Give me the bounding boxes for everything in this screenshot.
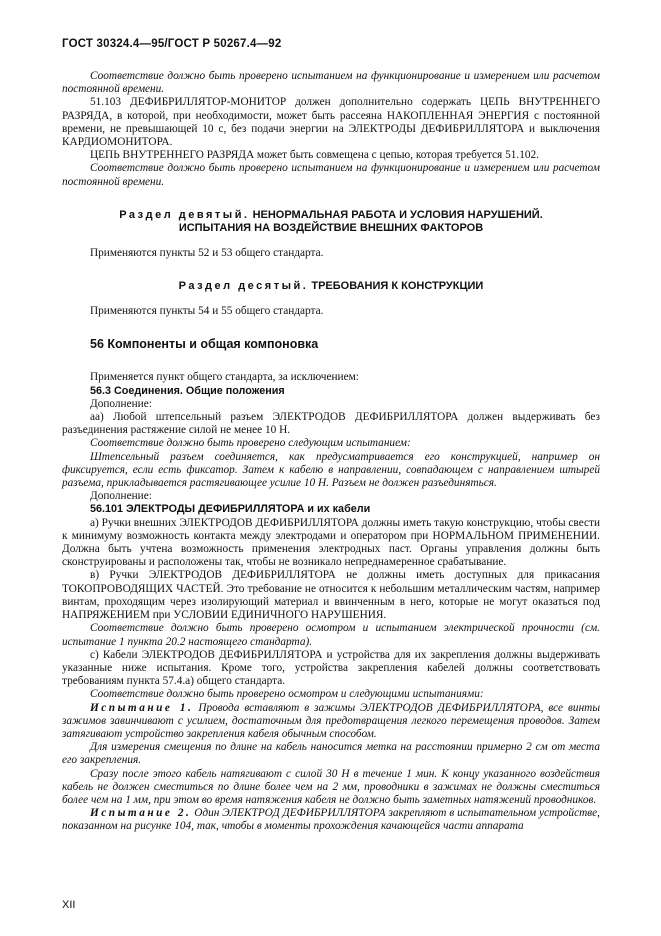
paragraph: Соответствие должно быть проверено испытанием на функционирование и измерением или расчетом постоянной времени. (62, 162, 600, 188)
paragraph: 51.103 ДЕФИБРИЛЛЯТОР-МОНИТОР должен дополнительно содержать ЦЕПЬ ВНУТРЕННЕГО РАЗРЯДА, в которой, при необходимости, может быть рассеяна НАКОПЛЕННАЯ ЭНЕРГИЯ с постоянной времени, не превышающей 10 с, без подачи энергии на ЭЛЕКТРОДЫ ДЕФИБРИЛЛЯТОРА и выключения КАРДИОМОНИТОРА. (62, 96, 600, 149)
section-prefix: Раздел десятый. (178, 280, 309, 293)
section-title: ТРЕБОВАНИЯ К КОНСТРУКЦИИ (308, 280, 484, 293)
subclause-heading: 56.101 ЭЛЕКТРОДЫ ДЕФИБРИЛЛЯТОРА и их кабели (90, 503, 371, 516)
paragraph-text: Один ЭЛЕКТРОД ДЕФИБРИЛЛЯТОРА закрепляют в испытательном устройстве, показанном на рисунке 104, так, чтобы в моменты прохождения качающейся части аппарата (62, 807, 600, 833)
paragraph: Дополнение: (90, 397, 152, 410)
paragraph: Для измерения смещения по длине на кабель наносится метка на расстоянии примерно 2 см от места его закрепления. (62, 741, 600, 767)
paragraph: Штепсельный разъем соединяется, как предусматривается его конструкцией, например он фиксируется, если есть фиксатор. Затем к кабелю в направлении, совпадающем с направлением штырей разъема, прикладывается растягивающее усилие 10 Н. Разъем не должен разъединяться. (62, 450, 600, 490)
section-prefix: Раздел девятый. (119, 208, 250, 221)
paragraph (62, 702, 600, 742)
paragraph: ЦЕПЬ ВНУТРЕННЕГО РАЗРЯДА может быть совмещена с цепью, которая требуется 51.102. (90, 149, 539, 162)
paragraph: Применяется пункт общего стандарта, за исключением: (90, 371, 359, 384)
paragraph: а) Ручки внешних ЭЛЕКТРОДОВ ДЕФИБРИЛЛЯТОРА должны иметь такую конструкцию, чтобы свести к минимуму возможность контакта между электродами и оператором при НОРМАЛЬНОМ ПРИМЕНЕНИИ. Должна быть учтена возможность применения электродных паст. Органы управления должны быть сконструированы и расположены так, чтобы не возникало непреднамеренное срабатывание. (62, 516, 600, 569)
section-title-line2: ИСПЫТАНИЯ НА ВОЗДЕЙСТВИЕ ВНЕШНИХ ФАКТОРОВ (178, 221, 484, 234)
test-label: Испытание 2. (90, 807, 192, 820)
clause-heading: 56 Компоненты и общая компоновка (90, 337, 319, 352)
paragraph: Сразу после этого кабель натягивают с силой 30 Н в течение 1 мин. К концу указанного воздействия кабель не должен сместиться по длине более чем на 2 мм, проводники в зажимах не должны сместиться более чем на 1 мм, при этом во время натяжения кабеля не должно быть заметных натяжений проводников. (62, 767, 600, 806)
paragraph: Соответствие должно быть проверено осмотром и испытанием электрической прочности (см. испытание 1 пункта 20.2 настоящего стандарта). (62, 622, 600, 648)
paragraph: аа) Любой штепсельный разъем ЭЛЕКТРОДОВ ДЕФИБРИЛЛЯТОРА должен выдерживать без разъединения растяжение силой не менее 10 Н. (62, 411, 600, 437)
paragraph: Дополнение: (90, 490, 152, 503)
paragraph: Соответствие должно быть проверено следующим испытанием: (90, 437, 411, 450)
paragraph (62, 807, 600, 833)
paragraph: Применяются пункты 54 и 55 общего стандарта. (90, 305, 324, 318)
paragraph: в) Ручки ЭЛЕКТРОДОВ ДЕФИБРИЛЛЯТОРА не должны иметь доступных для прикасания ТОКОПРОВОДЯЩИХ ЧАСТЕЙ. Это требование не относится к небольшим металлическим частям, например винтам, проходящим через изолирующий материал и ввинченным в него, которые не могут оказаться под НАПРЯЖЕНИЕМ при УСЛОВИИ ЕДИНИЧНОГО НАРУШЕНИЯ. (62, 569, 600, 622)
paragraph-text: Провода вставляют в зажимы ЭЛЕКТРОДОВ ДЕФИБРИЛЛЯТОРА, все винты зажимов завинчивают с усилием, достаточным для предотвращения легкого перемещения проводов. Затем затягивают устройство закрепления кабеля обычным способом. (62, 701, 600, 740)
section-title: НЕНОРМАЛЬНАЯ РАБОТА И УСЛОВИЯ НАРУШЕНИЙ. (249, 208, 543, 221)
page-body (62, 70, 600, 834)
section-heading (62, 280, 600, 293)
paragraph: Соответствие должно быть проверено испытанием на функционирование и измерением или расчетом постоянной времени. (62, 70, 600, 96)
page-number: XII (62, 899, 76, 911)
test-label: Испытание 1. (90, 701, 194, 714)
page-header: ГОСТ 30324.4—95/ГОСТ Р 50267.4—92 (62, 38, 282, 50)
paragraph: с) Кабели ЭЛЕКТРОДОВ ДЕФИБРИЛЛЯТОРА и устройства для их закрепления должны выдерживать указанные ниже испытания. Кроме того, устройства закрепления кабелей должны соответствовать требованиям пункта 57.4.а) общего стандарта. (62, 648, 600, 688)
section-heading (62, 209, 600, 235)
subclause-heading: 56.3 Соединения. Общие положения (90, 384, 285, 397)
paragraph: Соответствие должно быть проверено осмотром и следующими испытаниями: (90, 688, 484, 701)
paragraph: Применяются пункты 52 и 53 общего стандарта. (90, 246, 324, 259)
